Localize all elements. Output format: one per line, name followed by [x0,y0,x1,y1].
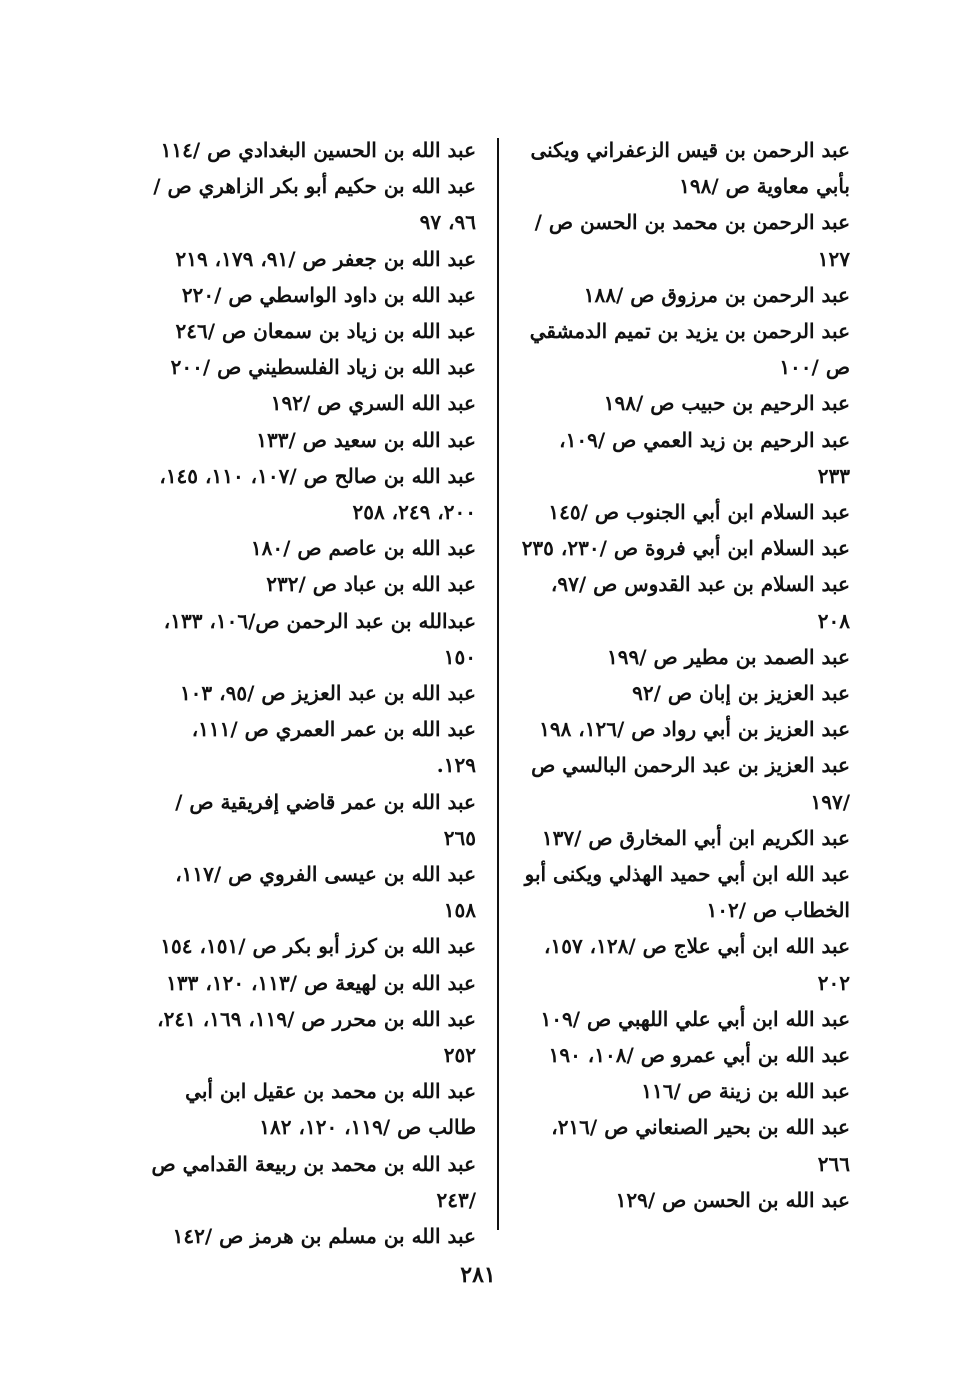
index-entry: عبد الله ابن أبي علي اللهبي ص /١٠٩ [540,1006,850,1031]
index-entry: عبد الله بن بحير الصنعاني ص /٢١٦، ٢٦٦ [551,1115,850,1176]
index-entry: عبد الله بن عباد ص /٢٣٢ [266,572,476,597]
index-entry: عبد الله بن عمر العمري ص /١١١، ١٢٩. [191,717,476,778]
index-entry: عبد الكريم ابن أبي المخارق ص /١٣٧ [541,825,850,850]
index-entry: عبد الرحيم بن حبيب ص /١٩٨ [603,391,850,416]
index-entry: عبد الله بن محرر ص /١١٩، ١٦٩، ٢٤١، ٢٥٢ [157,1006,476,1068]
index-entry: عبد الصمد بن مطير ص /١٩٩ [606,644,850,669]
index-entry: عبد الرحمن بن مرزوق ص /١٨٨ [583,282,850,307]
index-entry: عبد الرحيم بن زيد العمي ص /١٠٩، ٢٣٣ [559,427,850,488]
column-divider [497,138,499,1230]
index-entry: عبد الله بن زياد الفلسطيني ص /٢٠٠ [170,355,476,380]
page-number: ٢٨١ [460,1262,496,1288]
index-entry: عبد الله بن أبي عمرو ص /١٠٨، ١٩٠ [548,1043,850,1068]
index-entry: عبد الله بن كرز أبو بكر ص /١٥١، ١٥٤ [160,934,476,959]
index-entry: عبد الله بن داود الواسطي ص /٢٢٠ [181,282,476,307]
index-entry: عبد العزيز بن عبد الرحمن البالسي ص /١٩٧ [531,753,850,814]
index-entry: عبد الله بن عيسى الفروي ص /١١٧، ١٥٨ [175,862,476,923]
index-entry: عبد الله بن محمد بن عقيل ابن أبي طالب ص /١١٩، ١٢٠، ١٨٢ [185,1079,476,1140]
index-entry: عبد الرحمن بن قيس الزعفراني ويكنى بأبي معاوية ص /١٩٨ [530,138,850,199]
index-entry: عبد الله ابن أبي حميد الهذلي ويكنى أبو الخطاب ص /١٠٢ [524,862,850,923]
index-entry: عبد الله بن حكيم أبو بكر الزاهري ص /٩٦، ٩٧ [153,174,476,235]
index-entry: عبد الله بن زياد بن سمعان ص /٢٤٦ [175,319,476,344]
index-entry: عبد الله بن جعفر ص /٩١، ١٧٩، ٢١٩ [175,246,476,271]
index-entry: عبد الله بن الحسين البغدادي ص /١١٤ [160,138,476,162]
index-entry: عبد الله بن محمد بن ربيعة القدامي ص /٢٤٣ [151,1151,476,1212]
index-column-right [520,132,850,1218]
index-entry: عبد الرحمن بن يزيد بن تميم الدمشقي ص /١٠٠ [529,319,850,380]
index-entry: عبد الرحمن بن محمد بن الحسن ص /١٢٧ [534,210,850,271]
index-entry: عبد الله بن عبد العزيز ص /٩٥، ١٠٣ [179,681,476,706]
index-entry: عبد العزيز بن أبي رواد ص /١٢٦، ١٩٨ [539,717,850,742]
index-entry: عبد الله بن صالح ص /١٠٧، ١١٠، ١٤٥، ٢٠٠، ٢٤٩، ٢٥٨ [159,463,476,525]
index-entry: عبد الله بن سعيد ص /١٣٣ [256,427,476,452]
index-entry: عبد الله بن مسلم بن هرمز ص /١٤٢ [172,1224,476,1249]
index-entry: عبد السلام بن عبد القدوس ص /٩٧، ٢٠٨ [550,572,850,633]
index-entry: عبد الله بن لهيعة ص /١١٣، ١٢٠، ١٣٣ [166,970,476,995]
index-entry: عبد الله بن عمر قاضي إفريقية ص /٢٦٥ [175,789,476,850]
index-entry: عبد الله السري ص /١٩٢ [270,391,476,416]
index-entry: عبد الله ابن أبي علاج ص /١٢٨، ١٥٧، ٢٠٢ [544,934,850,995]
index-entry: عبد الله بن عاصم ص /١٨٠ [250,536,476,561]
index-column-left [148,132,476,1254]
index-entry: عبد السلام ابن أبي الجنوب ص /١٤٥ [548,500,850,525]
index-entry: عبدالله بن عبد الرحمن ص/١٠٦، ١٣٣، ١٥٠ [163,608,476,669]
index-entry: عبد الله بن الحسن ص /١٢٩ [615,1187,850,1212]
index-entry: عبد الله بن زينة ص /١١٦ [641,1079,850,1104]
index-entry: عبد العزيز بن إبان ص /٩٢ [632,681,850,706]
index-entry: عبد السلام ابن أبي فروة ص /٢٣٠، ٢٣٥ [521,536,850,561]
